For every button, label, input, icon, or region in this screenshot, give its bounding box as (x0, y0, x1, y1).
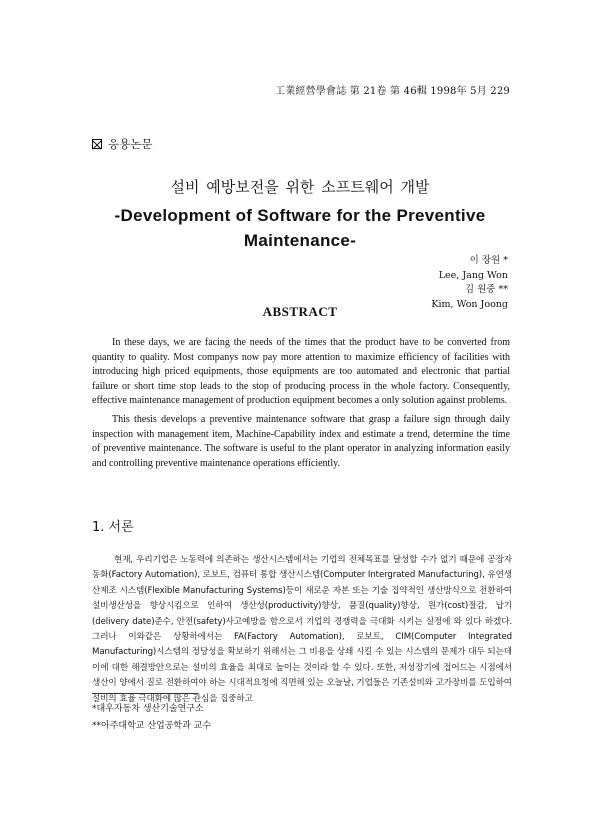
title-english-line1: -Development of Software for the Preventive (114, 206, 486, 225)
title-english-line2: Maintenance- (243, 231, 357, 250)
crossed-box-icon (92, 139, 102, 149)
author-2-korean: 김 원중 ** (464, 284, 508, 295)
introduction-body (92, 553, 512, 707)
journal-header: 工業經營學會誌 第 21卷 第 46輯 1998年 5月 229 (275, 86, 510, 97)
abstract-body (92, 336, 510, 475)
author-2-english: Kim, Won Joong (431, 298, 508, 310)
body-paragraph: 현재, 우리기업은 노동력에 의존하는 생산시스템에서는 기업의 전체목표를 달성할 수가 없기 때문에 공장자동화(Factory Automation), 로보트, 컴퓨터 통합 생산시스템(Computer Intergrated Manufacturing), 유연생산제조 시스템(Flexible Manufacturing Systems)등이 새로운 자본 또는 기술 집약적인 생산방식으로 전환하여 설비생산성을 향상시킴으로 인하여 생산성(productivity)향상, 품질(quality)향상, 원가(cost)절감, 납기(delivery date)준수, 안전(safety)사고예방을 함으로서 기업의 경쟁력을 극대화 시키는 실정에 와 있다 하겠다. 그러나 이와같은 상황하에서는 FA(Factory Automation), 로보트, CIM(Computer Integrated Manufacturing)시스템의 정당성을 확보하기 위해서는 그 비용을 상쇄 시킬 수 있는 시스템의 문제가 대두 되는데 이에 대한 해결방안으로는 설비의 효율을 최대로 높이는 것이라 할 수 있다. 또한, 저성장기에 접어드는 시점에서 생산이 양에서 질로 전환하여야 하는 시대적요청에 직면해 있는 오늘날, 기업들은 기존설비와 고가장비를 도입하여 설비의 효율 극대화에 많은 관심을 집중하고 (92, 555, 512, 704)
abstract-heading: ABSTRACT (262, 304, 338, 319)
abstract-paragraph: In these days, we are facing the needs of the times that the product have to be converted from quantity to quality. Most companys now pay more attention to maximize efficiency of facilities with introducing high priced equipments, those equipments are too automated and electronic that partial failure or short time stop leads to the stop of producing process in the whole factory. Consequently, effective maintenance management of production equipment becomes a only solution against problems. (92, 337, 510, 407)
title-korean: 설비 예방보전을 위한 소프트웨어 개발 (170, 178, 430, 196)
footnote-2: **아주대학교 산업공학과 교수 (92, 721, 212, 731)
section-heading-introduction: 1. 서론 (92, 520, 134, 535)
footnote-1: *대우자동차 생산기술연구소 (92, 704, 204, 714)
author-1-korean: 이 장원 * (469, 255, 508, 266)
author-1-english: Lee, Jang Won (438, 269, 508, 281)
footnotes (92, 701, 211, 735)
section-tag (92, 136, 152, 152)
footnote-divider (92, 693, 198, 694)
abstract-paragraph: This thesis develops a preventive maintenance software that grasp a failure sign through daily inspection with management item, Machine-Capability index and estimate a trend, determine the time of preventive maintenance. The software is useful to the plant operator in analyzing information easily and controlling preventive maintenance operations efficiently. (92, 413, 510, 469)
section-tag-label: 응용논문 (108, 137, 153, 151)
title-block (90, 176, 510, 253)
